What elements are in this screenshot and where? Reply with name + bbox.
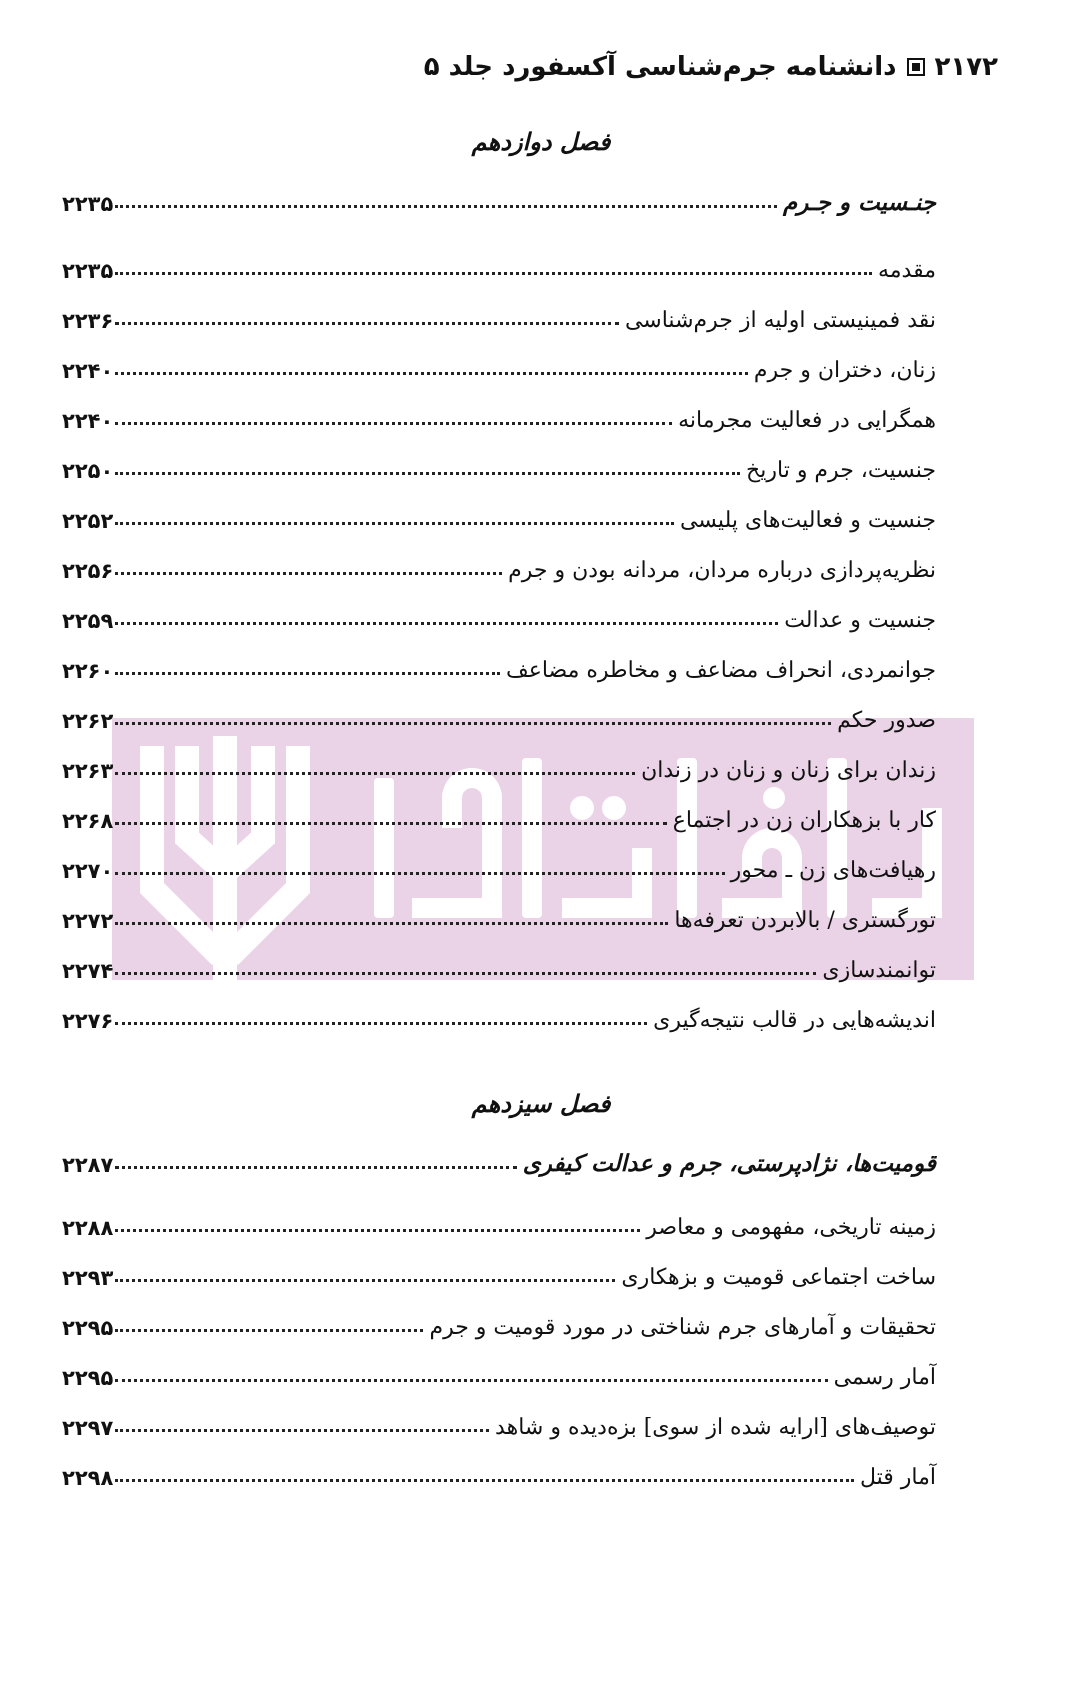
toc-page-number: ۲۲۹۵: [62, 1366, 114, 1390]
toc-entry-title: همگرایی در فعالیت مجرمانه: [678, 408, 936, 433]
toc-row[interactable]: [62, 993, 936, 1033]
toc-entry-title: جنسیت، جرم و تاریخ: [746, 458, 936, 483]
toc-entry-title: آمار قتل: [859, 1465, 936, 1490]
toc-page-number: ۲۲۸۷: [62, 1153, 114, 1177]
book-title: دانشنامه جرم‌شناسی آکسفورد جلد ۵: [423, 52, 897, 82]
dot-leader: [115, 322, 619, 325]
toc-row[interactable]: [62, 443, 936, 483]
toc-row[interactable]: [62, 793, 936, 833]
toc-row[interactable]: [62, 543, 936, 583]
toc-entry-title: توصیف‌های [ارایه شده از سوی] بزه‌دیده و شاهد: [495, 1415, 936, 1440]
toc-entry-title: قومیت‌ها، نژادپرستی، جرم و عدالت کیفری: [522, 1151, 936, 1177]
toc-row[interactable]: [62, 743, 936, 783]
dot-leader: [115, 722, 831, 725]
toc-entry-title: اندیشه‌هایی در قالب نتیجه‌گیری: [653, 1008, 936, 1033]
toc-entry-title: توانمندسازی: [822, 958, 936, 983]
dot-leader: [115, 772, 635, 775]
dot-leader: [115, 1022, 647, 1025]
toc-row[interactable]: [62, 343, 936, 383]
toc-row[interactable]: [62, 1200, 936, 1240]
toc-page-number: ۲۲۵۶: [62, 559, 114, 583]
toc-page-number: ۲۲۳۶: [62, 309, 114, 333]
running-header: [424, 52, 998, 82]
toc-entry-title: مقدمه: [877, 258, 936, 283]
toc-entry-title: جنـسیت و جـرم: [783, 190, 936, 216]
toc-entry-title: زنان، دختران و جرم: [753, 358, 936, 383]
dot-leader: [115, 1429, 489, 1432]
dot-leader: [115, 205, 777, 208]
toc-entry-title: زندان برای زنان و زنان در زندان: [641, 758, 936, 783]
toc-row[interactable]: [62, 843, 936, 883]
toc-entry-title: صدور حکم: [837, 708, 936, 733]
page-number: ۲۱۷۲: [934, 52, 998, 82]
toc-row[interactable]: [62, 1450, 936, 1490]
toc-page-number: ۲۲۷۲: [62, 909, 114, 933]
toc-row[interactable]: [62, 493, 936, 533]
toc-entry-title: آمار رسمی: [833, 1365, 936, 1390]
toc-page-number: ۲۲۳۵: [62, 259, 114, 283]
square-bullet-icon: [907, 58, 925, 76]
toc-entry-title: نظریه‌پردازی درباره مردان، مردانه بودن و جرم: [508, 558, 936, 583]
toc-entry-title: نقد فمینیستی اولیه از جرم‌شناسی: [624, 308, 936, 333]
dot-leader: [115, 672, 500, 675]
toc-page-number: ۲۲۹۸: [62, 1466, 114, 1490]
toc-page-number: ۲۲۹۳: [62, 1266, 114, 1290]
chapter-main-entry[interactable]: [62, 176, 936, 216]
dot-leader: [115, 522, 674, 525]
toc-page-number: ۲۲۷۶: [62, 1009, 114, 1033]
toc-page-number: ۲۲۸۸: [62, 1216, 114, 1240]
toc-page-number: ۲۲۹۵: [62, 1316, 114, 1340]
dot-leader: [115, 1166, 517, 1169]
dot-leader: [115, 972, 816, 975]
toc-page-number: ۲۲۷۰: [62, 859, 114, 883]
toc-page-number: ۲۲۶۳: [62, 759, 114, 783]
toc-page-number: ۲۲۵۹: [62, 609, 114, 633]
chapter-heading: فصل دوازدهم: [471, 128, 611, 156]
toc-row[interactable]: [62, 1300, 936, 1340]
toc-page-number: ۲۲۷۴: [62, 959, 114, 983]
chapter-heading: فصل سیزدهم: [471, 1090, 611, 1118]
toc-row[interactable]: [62, 693, 936, 733]
dot-leader: [115, 872, 724, 875]
toc-entry-title: جنسیت و عدالت: [784, 608, 936, 633]
toc-page-number: ۲۲۶۸: [62, 809, 114, 833]
dot-leader: [115, 922, 668, 925]
toc-page-number: ۲۲۳۵: [62, 192, 114, 216]
dot-leader: [115, 822, 666, 825]
toc-row[interactable]: [62, 593, 936, 633]
toc-page-number: ۲۲۴۰: [62, 409, 114, 433]
chapter-main-entry[interactable]: [62, 1137, 936, 1177]
toc-row[interactable]: [62, 943, 936, 983]
toc-entry-title: ساخت اجتماعی قومیت و بزهکاری: [621, 1265, 936, 1290]
dot-leader: [115, 622, 778, 625]
toc-row[interactable]: [62, 1400, 936, 1440]
dot-leader: [115, 372, 748, 375]
toc-row[interactable]: [62, 1350, 936, 1390]
toc-entry-title: کار با بزهکاران زن در اجتماع: [672, 808, 936, 833]
toc-entry-title: جوانمردی، انحراف مضاعف و مخاطره مضاعف: [505, 658, 936, 683]
dot-leader: [115, 272, 872, 275]
toc-page-number: ۲۲۵۲: [62, 509, 114, 533]
dot-leader: [115, 572, 502, 575]
toc-page-number: ۲۲۹۷: [62, 1416, 114, 1440]
toc-row[interactable]: [62, 1250, 936, 1290]
dot-leader: [115, 1329, 423, 1332]
toc-page-number: ۲۲۶۰: [62, 659, 114, 683]
toc-entry-title: تورگستری / بالابردن تعرفه‌ها: [674, 908, 936, 933]
toc-entry-title: تحقیقات و آمارهای جرم شناختی در مورد قومیت و جرم: [429, 1315, 936, 1340]
toc-row[interactable]: [62, 293, 936, 333]
toc-page-number: ۲۲۵۰: [62, 459, 114, 483]
toc-row[interactable]: [62, 893, 936, 933]
toc-entry-title: زمینه تاریخی، مفهومی و معاصر: [646, 1215, 936, 1240]
toc-entry-title: رهیافت‌های زن ـ محور: [730, 858, 936, 883]
dot-leader: [115, 1479, 854, 1482]
toc-entry-title: جنسیت و فعالیت‌های پلیسی: [679, 508, 936, 533]
dot-leader: [115, 1279, 615, 1282]
toc-row[interactable]: [62, 243, 936, 283]
dot-leader: [115, 472, 740, 475]
toc-page-number: ۲۲۶۲: [62, 709, 114, 733]
dot-leader: [115, 1229, 640, 1232]
dot-leader: [115, 422, 672, 425]
toc-page-number: ۲۲۴۰: [62, 359, 114, 383]
toc-row[interactable]: [62, 643, 936, 683]
dot-leader: [115, 1379, 827, 1382]
toc-row[interactable]: [62, 393, 936, 433]
